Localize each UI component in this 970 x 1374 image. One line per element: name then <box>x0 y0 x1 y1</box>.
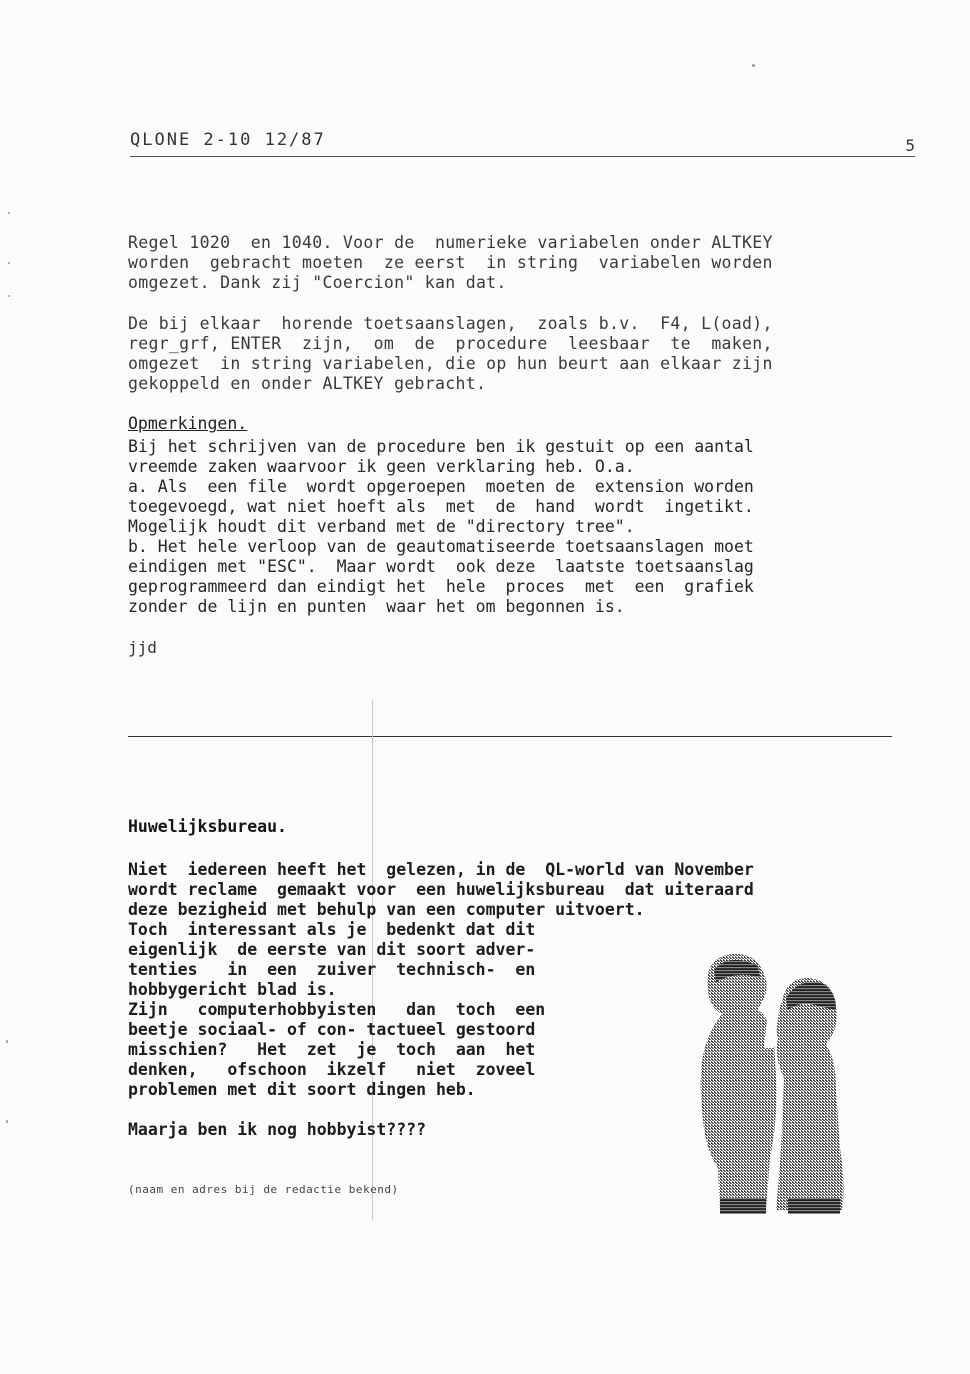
scan-speck <box>6 1120 8 1123</box>
text-line: vreemde zaken waarvoor ik geen verklaring heb. O.a. <box>128 457 635 476</box>
page-number: 5 <box>905 136 915 155</box>
text-line: problemen met dit soort dingen heb. <box>128 1080 476 1099</box>
text-line: De bij elkaar horende toetsaanslagen, zoals b.v. F4, L(oad), <box>128 314 773 333</box>
text-line: a. Als een file wordt opgeroepen moeten de extension worden <box>128 477 754 496</box>
intro-paragraph <box>128 233 906 293</box>
scan-speck <box>752 64 755 67</box>
keystrokes-paragraph <box>128 314 906 394</box>
text-line: Zijn computerhobbyisten dan toch een <box>128 1000 546 1019</box>
text-line: worden gebracht moeten ze eerst in string variabelen worden <box>128 253 773 272</box>
text-line: denken, ofschoon ikzelf niet zoveel <box>128 1060 536 1079</box>
scan-speck <box>8 212 10 214</box>
text-line: regr_grf, ENTER zijn, om de procedure leesbaar te maken, <box>128 334 773 353</box>
page-header <box>130 130 915 157</box>
article-body <box>128 920 648 1100</box>
text-line: Maarja ben ik nog hobbyist???? <box>128 1120 427 1139</box>
text-line: Mogelijk houdt dit verband met de "directory tree". <box>128 517 635 536</box>
text-line: beetje sociaal- of con- tactueel gestoord <box>128 1020 536 1039</box>
remarks-heading: Opmerkingen. <box>128 414 248 433</box>
scan-speck <box>6 1040 8 1043</box>
text-line: wordt reclame gemaakt voor een huwelijksbureau dat uiteraard <box>128 880 754 899</box>
footnote: (naam en adres bij de redactie bekend) <box>128 1183 399 1196</box>
text-line: Toch interessant als je bedenkt dat dit <box>128 920 536 939</box>
text-line: misschien? Het zet je toch aan het <box>128 1040 536 1059</box>
text-line: toegevoegd, wat niet hoeft als met de hand wordt ingetikt. <box>128 497 754 516</box>
text-line: zonder de lijn en punten waar het om begonnen is. <box>128 597 625 616</box>
remarks-paragraph <box>128 437 906 617</box>
scan-speck <box>8 295 10 297</box>
article-intro <box>128 860 906 920</box>
section-divider <box>128 736 892 737</box>
article-heading: Huwelijksbureau. <box>128 817 287 836</box>
kissing-couple-illustration <box>690 948 850 1220</box>
text-line: eindigen met "ESC". Maar wordt ook deze laatste toetsaanslag <box>128 557 754 576</box>
text-line: Bij het schrijven van de procedure ben ik gestuit op een aantal <box>128 437 754 456</box>
scan-speck <box>8 262 10 264</box>
text-line: omgezet in string variabelen, die op hun beurt aan elkaar zijn <box>128 354 773 373</box>
text-line: b. Het hele verloop van de geautomatiseerde toetsaanslagen moet <box>128 537 754 556</box>
text-line: Regel 1020 en 1040. Voor de numerieke variabelen onder ALTKEY <box>128 233 773 252</box>
text-line: deze bezigheid met behulp van een computer uitvoert. <box>128 900 645 919</box>
text-line: Niet iedereen heeft het gelezen, in de QL-world van November <box>128 860 754 879</box>
newsletter-title: QLONE 2-10 12/87 <box>130 130 326 150</box>
text-line: hobbygericht blad is. <box>128 980 337 999</box>
text-line: geprogrammeerd dan eindigt het hele proces met een grafiek <box>128 577 754 596</box>
text-line: eigenlijk de eerste van dit soort adver- <box>128 940 536 959</box>
author-signature: jjd <box>128 638 157 657</box>
text-line: gekoppeld en onder ALTKEY gebracht. <box>128 374 487 393</box>
text-line: omgezet. Dank zij "Coercion" kan dat. <box>128 273 507 292</box>
text-line: tenties in een zuiver technisch- en <box>128 960 536 979</box>
